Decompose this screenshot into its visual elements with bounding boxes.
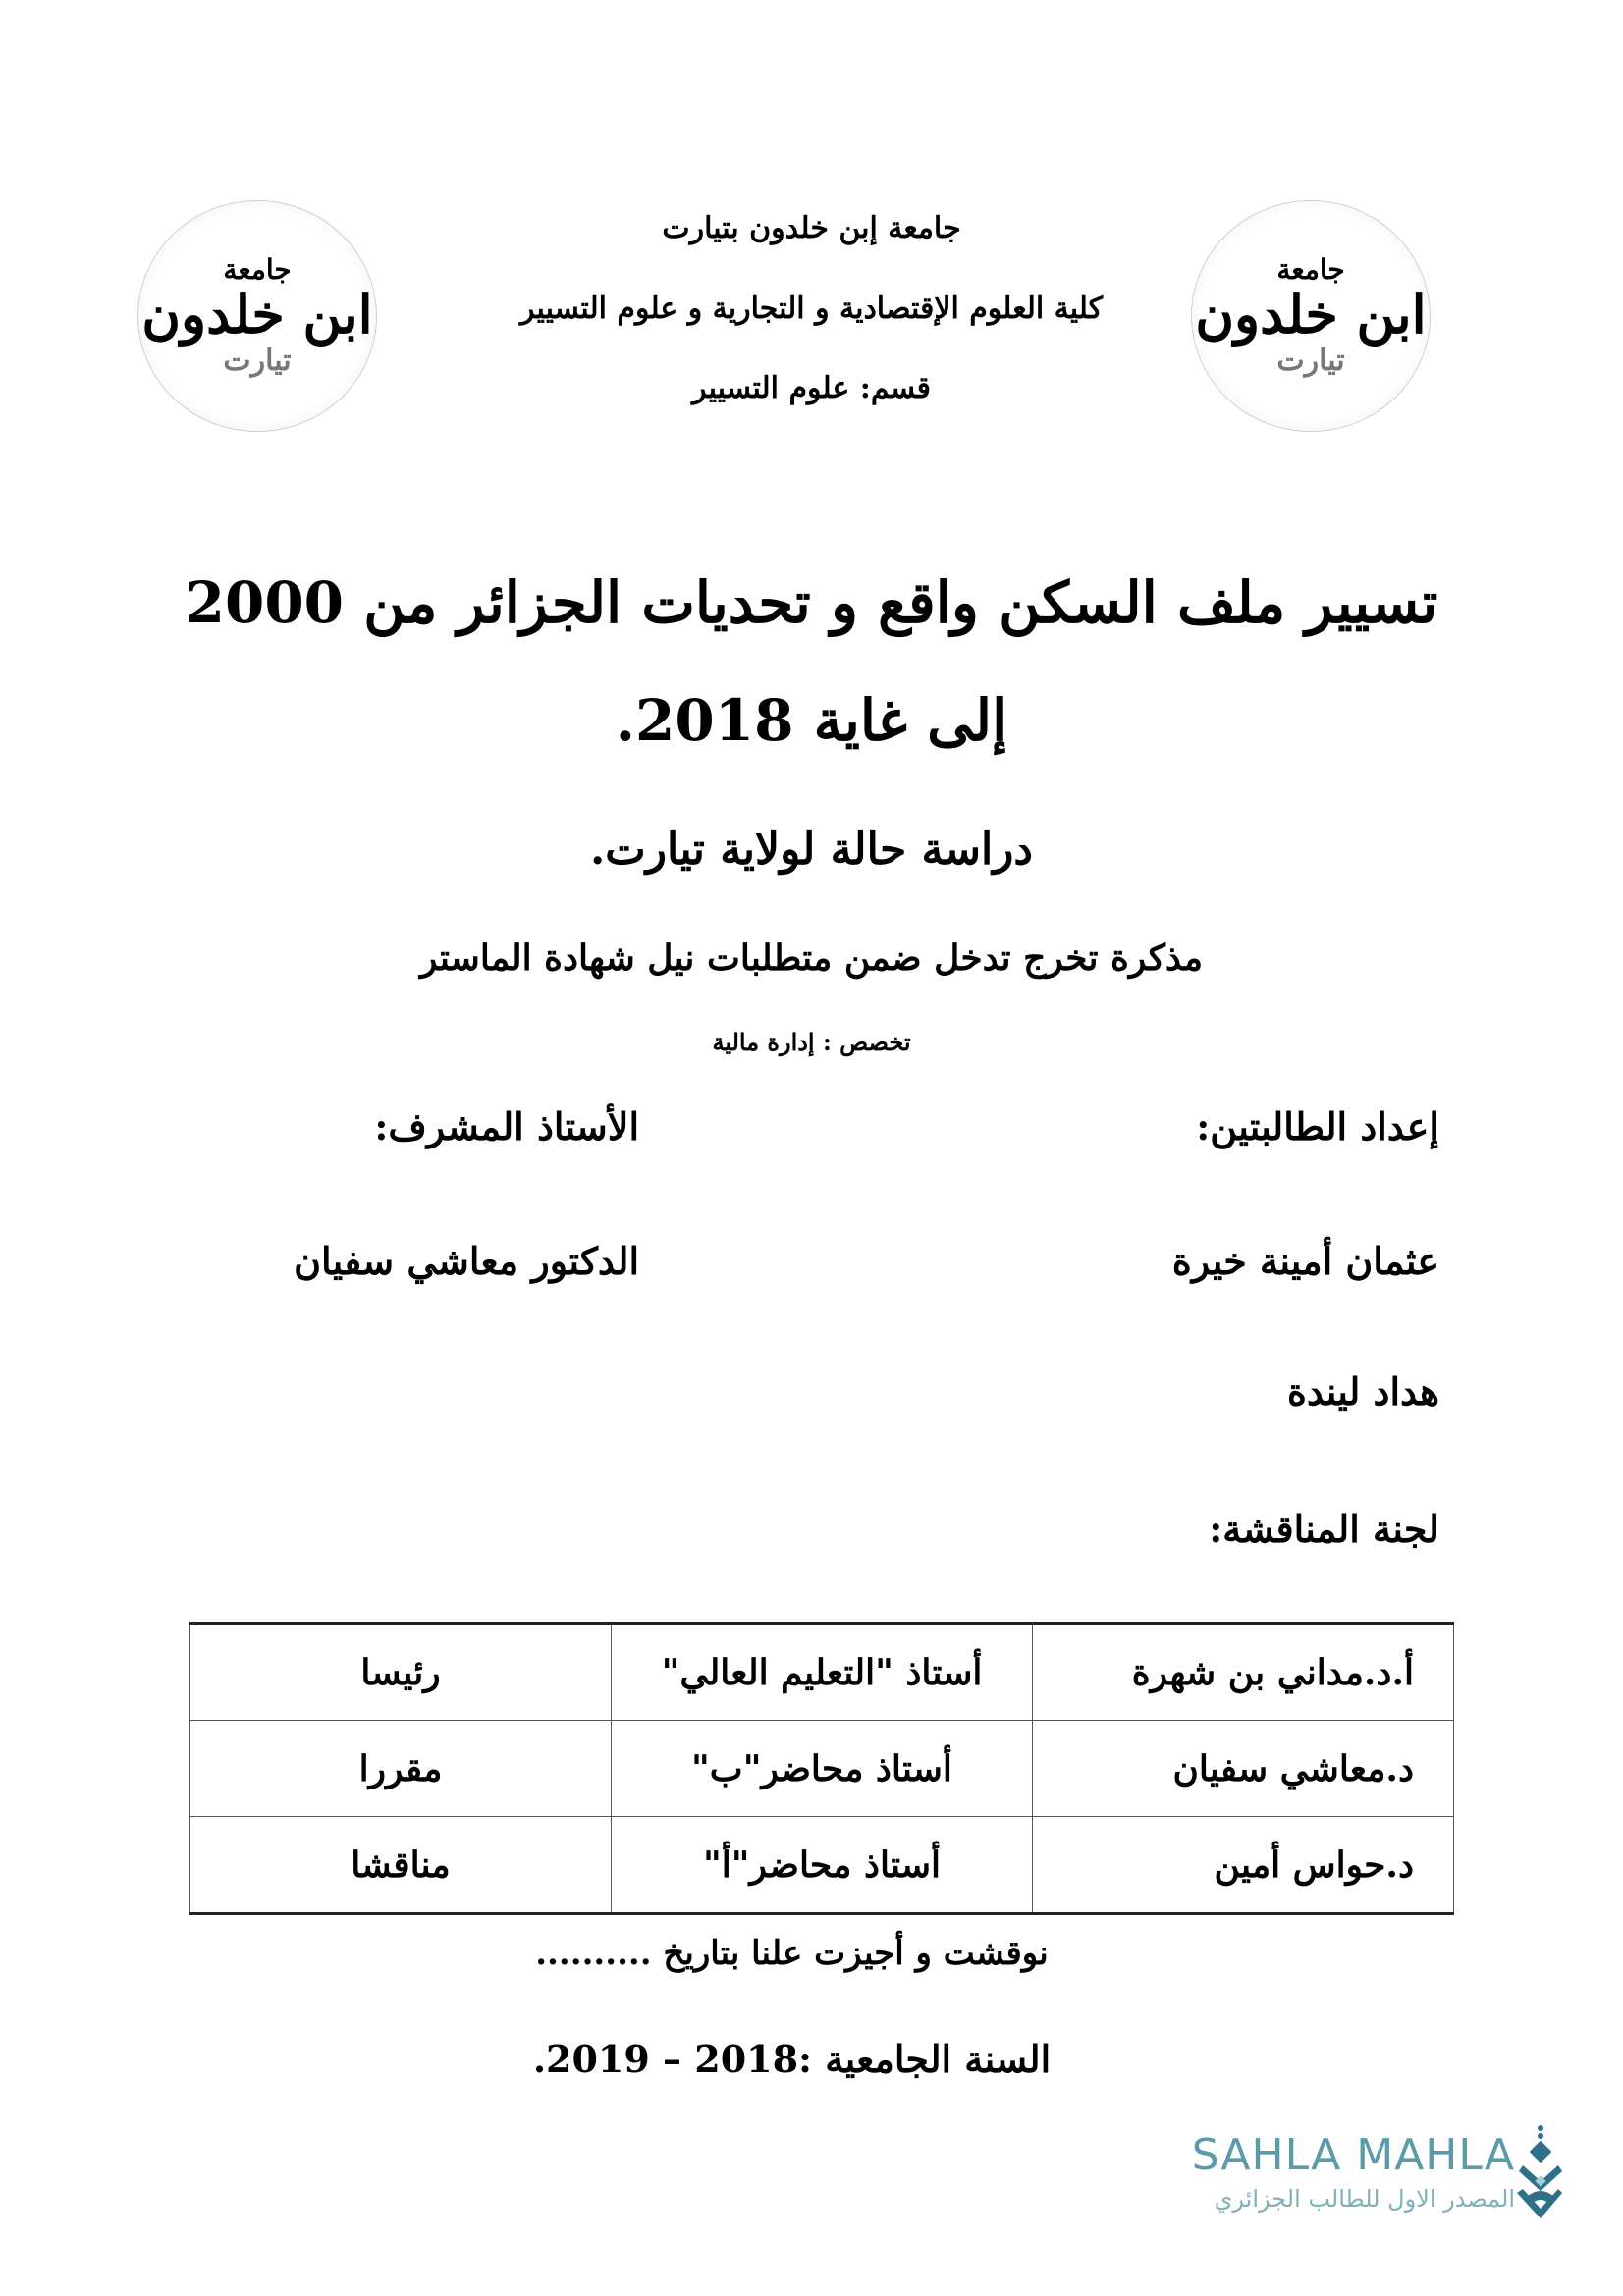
logo-text-ibn-khaldoun: ابن خلدون bbox=[1195, 283, 1427, 347]
member-rank: أستاذ "التعليم العالي" bbox=[612, 1624, 1033, 1721]
sahla-mahla-logo-icon bbox=[1513, 2120, 1564, 2228]
sahla-mahla-watermark bbox=[1152, 2120, 1564, 2228]
watermark-brand: SAHLA MAHLA bbox=[1191, 2130, 1515, 2180]
member-role: رئيسا bbox=[190, 1624, 612, 1721]
logo-text-ibn-khaldoun: ابن خلدون bbox=[141, 283, 373, 347]
logo-text-tiaret: تيارت bbox=[223, 343, 292, 378]
academic-year: السنة الجامعية :2018 – 2019. bbox=[532, 2037, 1052, 2081]
thesis-title-line1: تسيير ملف السكن واقع و تحديات الجزائر من 2000 bbox=[185, 569, 1438, 636]
defense-date: نوقشت و أجيزت علنا بتاريخ .......... bbox=[535, 1934, 1049, 1973]
watermark-tagline: المصدر الاول للطالب الجزائري bbox=[1214, 2185, 1515, 2213]
member-name: د.معاشي سفيان bbox=[1033, 1721, 1454, 1817]
supervisor-label: الأستاذ المشرف: bbox=[374, 1104, 639, 1148]
member-role: مقررا bbox=[190, 1721, 612, 1817]
university-name: جامعة إبن خلدون بتيارت bbox=[662, 211, 961, 245]
table-row bbox=[190, 1624, 1454, 1721]
specialty: تخصص : إدارة مالية bbox=[712, 1028, 911, 1056]
table-row bbox=[190, 1817, 1454, 1914]
table-row bbox=[190, 1721, 1454, 1817]
member-role: مناقشا bbox=[190, 1817, 612, 1914]
logo-text-tiaret: تيارت bbox=[1276, 343, 1345, 378]
member-name: أ.د.مداني بن شهرة bbox=[1033, 1624, 1454, 1721]
department-name: قسم: علوم التسيير bbox=[692, 371, 931, 405]
supervisor-name: الدكتور معاشي سفيان bbox=[294, 1239, 639, 1283]
committee-table bbox=[189, 1622, 1454, 1915]
student-name-1: عثمان أمينة خيرة bbox=[1171, 1239, 1439, 1283]
student-name-2: هداد ليندة bbox=[1286, 1369, 1439, 1414]
member-rank: أستاذ محاضر"ب" bbox=[612, 1721, 1033, 1817]
case-study-subtitle: دراسة حالة لولاية تيارت. bbox=[589, 825, 1034, 875]
committee-label: لجنة المناقشة: bbox=[1209, 1507, 1439, 1551]
thesis-title-line2: إلى غاية 2018. bbox=[615, 687, 1008, 754]
member-name: د.حواس أمين bbox=[1033, 1817, 1454, 1914]
logo-text-university: جامعة bbox=[223, 253, 292, 287]
faculty-name: كلية العلوم الإقتصادية و التجارية و علوم التسيير bbox=[520, 292, 1103, 326]
member-rank: أستاذ محاضر"أ" bbox=[612, 1817, 1033, 1914]
students-label: إعداد الطالبتين: bbox=[1196, 1104, 1439, 1148]
memo-description: مذكرة تخرج تدخل ضمن متطلبات نيل شهادة الماستر bbox=[419, 937, 1204, 979]
logo-text-university: جامعة bbox=[1276, 253, 1345, 287]
